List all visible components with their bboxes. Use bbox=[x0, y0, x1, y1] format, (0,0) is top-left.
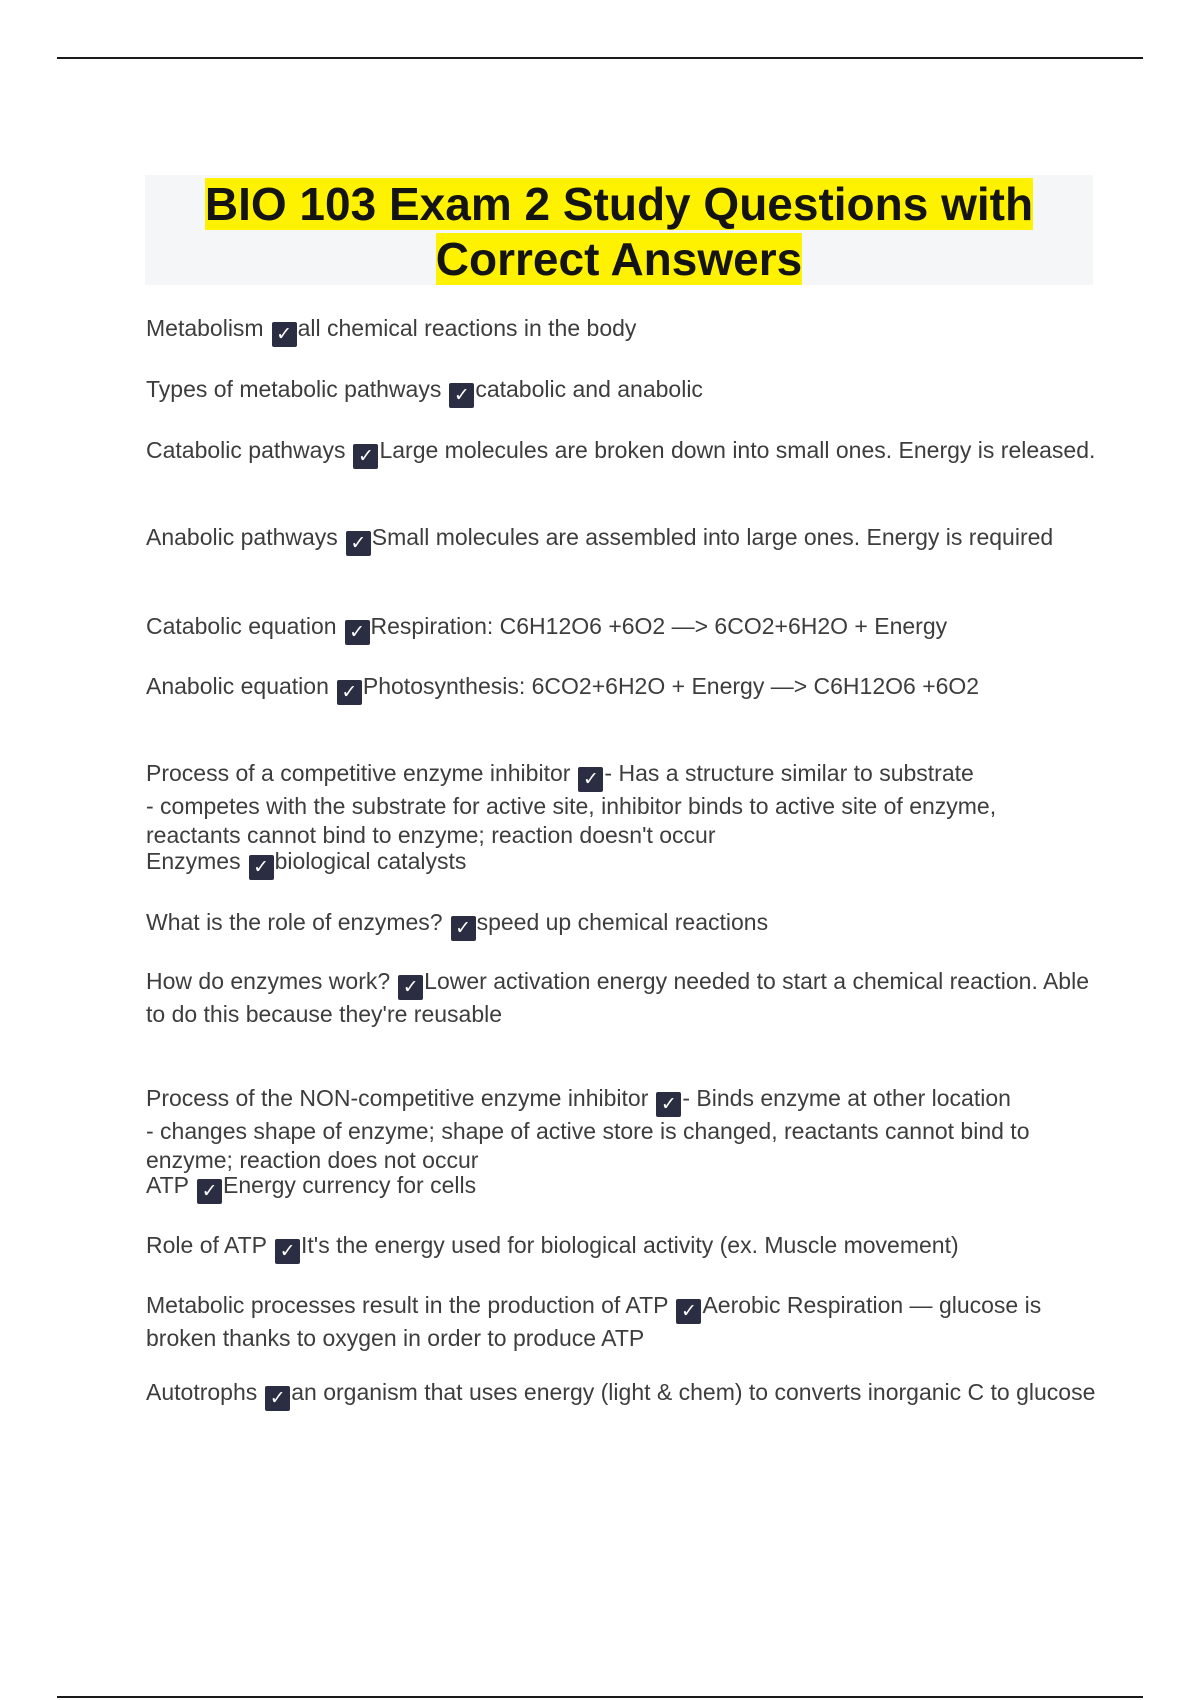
answer-text: Small molecules are assembled into large ones. Energy is required bbox=[371, 524, 1054, 550]
question-text: Types of metabolic pathways bbox=[146, 376, 442, 402]
checkmark-icon: ✓ bbox=[353, 444, 378, 469]
checkmark-icon: ✓ bbox=[265, 1386, 290, 1411]
question-text: ATP bbox=[146, 1172, 190, 1198]
title-highlight: BIO 103 Exam 2 Study Questions with Correct Answers bbox=[204, 178, 1034, 285]
checkmark-icon: ✓ bbox=[676, 1299, 701, 1324]
answer-text: Energy currency for cells bbox=[223, 1172, 477, 1198]
qa-item-autotrophs bbox=[146, 1378, 1096, 1411]
qa-item-role-of-atp bbox=[146, 1231, 1096, 1264]
question-text: Catabolic equation bbox=[146, 613, 337, 639]
checkmark-icon: ✓ bbox=[346, 531, 371, 556]
qa-item-enzymes bbox=[146, 847, 1096, 880]
qa-item-catabolic-pathways bbox=[146, 436, 1096, 469]
answer-text: - Has a structure similar to substrate - competes with the substrate for active site, inhibitor binds to active site of enzyme, reactants cannot bind to enzyme; reaction doesn't occur bbox=[146, 760, 997, 848]
answer-text: biological catalysts bbox=[274, 848, 467, 874]
question-text: What is the role of enzymes? bbox=[146, 909, 443, 935]
answer-text: speed up chemical reactions bbox=[476, 909, 769, 935]
qa-item-non-competitive-inhibitor bbox=[146, 1055, 1096, 1175]
question-text: Catabolic pathways bbox=[146, 437, 346, 463]
qa-item-how-enzymes-work bbox=[146, 967, 1096, 1029]
checkmark-icon: ✓ bbox=[197, 1179, 222, 1204]
checkmark-icon: ✓ bbox=[272, 322, 297, 347]
checkmark-icon: ✓ bbox=[249, 855, 274, 880]
answer-text: catabolic and anabolic bbox=[475, 376, 703, 402]
answer-text: Photosynthesis: 6CO2+6H2O + Energy —> C6H12O6 +6O2 bbox=[362, 673, 980, 699]
qa-item-types-of-metabolic-pathways bbox=[146, 375, 1096, 408]
answer-text: Respiration: C6H12O6 +6O2 —> 6CO2+6H2O + Energy bbox=[370, 613, 948, 639]
qa-item-catabolic-equation bbox=[146, 612, 1096, 645]
question-text: Autotrophs bbox=[146, 1379, 258, 1405]
footer-rule bbox=[57, 1696, 1143, 1698]
answer-text: Aerobic Respiration — glucose is broken thanks to oxygen in order to produce ATP bbox=[146, 1292, 1042, 1351]
qa-item-role-of-enzymes bbox=[146, 908, 1096, 941]
qa-item-anabolic-pathways bbox=[146, 523, 1096, 556]
checkmark-icon: ✓ bbox=[337, 680, 362, 705]
checkmark-icon: ✓ bbox=[449, 383, 474, 408]
answer-text: an organism that uses energy (light & chem) to converts inorganic C to glucose bbox=[291, 1379, 1096, 1405]
checkmark-icon: ✓ bbox=[275, 1239, 300, 1264]
question-text: Anabolic equation bbox=[146, 673, 329, 699]
question-text: Process of a competitive enzyme inhibitor bbox=[146, 760, 571, 786]
qa-item-anabolic-equation bbox=[146, 672, 1096, 705]
qa-item-metabolism bbox=[146, 314, 1096, 347]
answer-text: Large molecules are broken down into small ones. Energy is released. bbox=[379, 437, 1096, 463]
header-rule bbox=[57, 57, 1143, 59]
checkmark-icon: ✓ bbox=[451, 916, 476, 941]
checkmark-icon: ✓ bbox=[398, 975, 423, 1000]
checkmark-icon: ✓ bbox=[345, 620, 370, 645]
answer-text: Lower activation energy needed to start a chemical reaction. Able to do this because they're reusable bbox=[146, 968, 1089, 1027]
question-text: Anabolic pathways bbox=[146, 524, 338, 550]
question-text: Metabolism bbox=[146, 315, 264, 341]
question-text: Process of the NON-competitive enzyme inhibitor bbox=[146, 1085, 649, 1111]
question-text: How do enzymes work? bbox=[146, 968, 391, 994]
document-title bbox=[145, 175, 1093, 287]
qa-item-competitive-inhibitor bbox=[146, 730, 1096, 850]
question-text: Metabolic processes result in the production of ATP bbox=[146, 1292, 669, 1318]
question-text: Enzymes bbox=[146, 848, 241, 874]
title-box bbox=[145, 175, 1093, 285]
answer-text: - Binds enzyme at other location - changes shape of enzyme; shape of active store is changed, reactants cannot bind to enzyme; reaction does not occur bbox=[146, 1085, 1030, 1173]
answer-text: all chemical reactions in the body bbox=[297, 315, 637, 341]
qa-item-atp bbox=[146, 1171, 1096, 1204]
qa-item-production-of-atp bbox=[146, 1291, 1096, 1353]
answer-text: It's the energy used for biological activity (ex. Muscle movement) bbox=[301, 1232, 959, 1258]
checkmark-icon: ✓ bbox=[578, 767, 603, 792]
checkmark-icon: ✓ bbox=[656, 1092, 681, 1117]
question-text: Role of ATP bbox=[146, 1232, 268, 1258]
